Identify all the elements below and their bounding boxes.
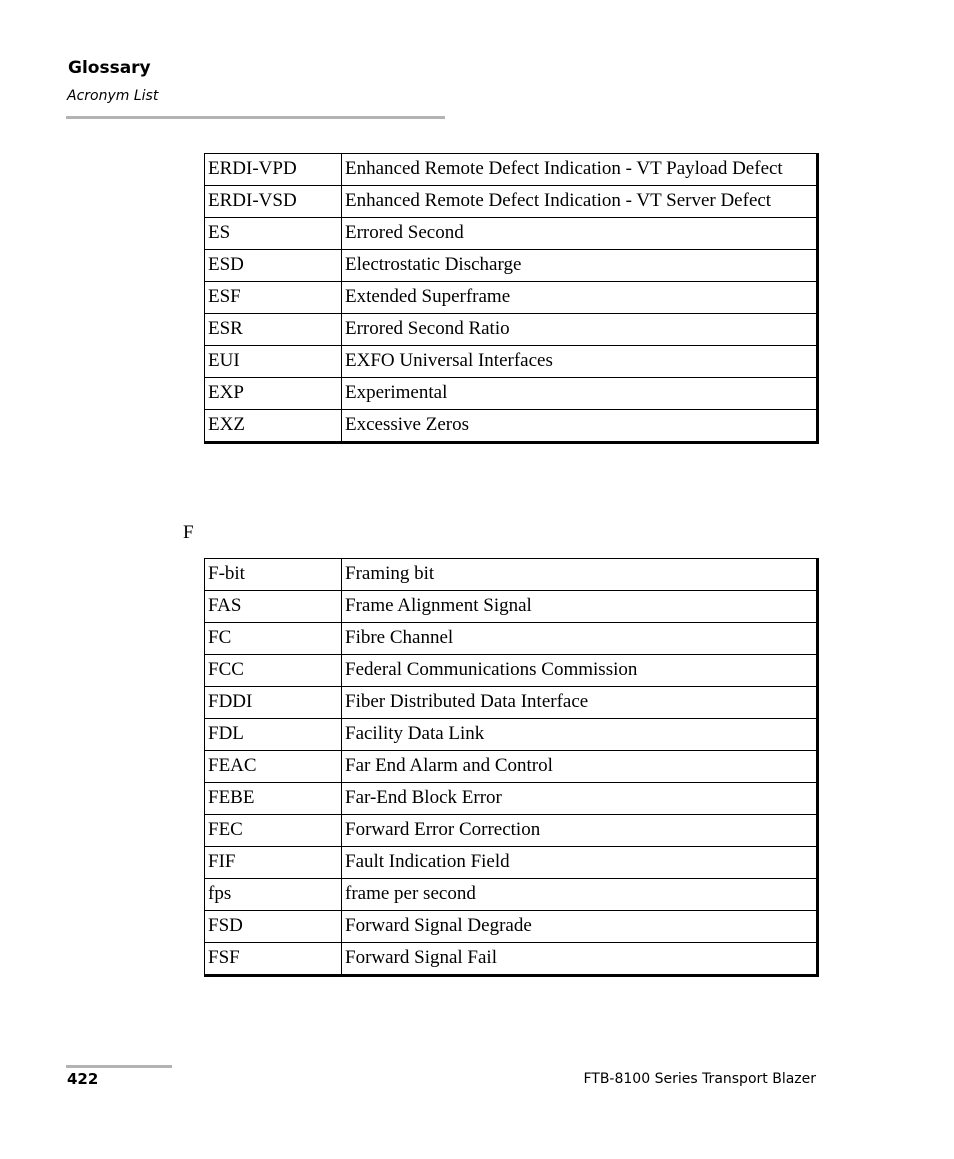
- table-row: [205, 154, 818, 186]
- acronym-cell: FSD: [205, 911, 342, 943]
- table-row: [205, 687, 818, 719]
- table-row: [205, 559, 818, 591]
- section-letter: F: [183, 522, 194, 543]
- table-row: [205, 282, 818, 314]
- acronym-cell: FEAC: [205, 751, 342, 783]
- definition-cell: Extended Superframe: [342, 282, 818, 314]
- definition-cell: Electrostatic Discharge: [342, 250, 818, 282]
- acronym-cell: FEC: [205, 815, 342, 847]
- acronym-cell: FDDI: [205, 687, 342, 719]
- table-row: [205, 911, 818, 943]
- table-row: [205, 186, 818, 218]
- definition-cell: Errored Second Ratio: [342, 314, 818, 346]
- table-row: [205, 591, 818, 623]
- table-row: [205, 847, 818, 879]
- acronym-cell: fps: [205, 879, 342, 911]
- definition-cell: Enhanced Remote Defect Indication - VT Payload Defect: [342, 154, 818, 186]
- document-title: FTB-8100 Series Transport Blazer: [583, 1071, 816, 1087]
- acronym-cell: ESD: [205, 250, 342, 282]
- definition-cell: Framing bit: [342, 559, 818, 591]
- acronym-table-f: [204, 558, 819, 977]
- table-row: [205, 751, 818, 783]
- definition-cell: Fibre Channel: [342, 623, 818, 655]
- definition-cell: Forward Signal Degrade: [342, 911, 818, 943]
- footer-divider: [66, 1065, 172, 1068]
- table-row: [205, 378, 818, 410]
- acronym-cell: FAS: [205, 591, 342, 623]
- acronym-cell: ESR: [205, 314, 342, 346]
- acronym-cell: ERDI-VSD: [205, 186, 342, 218]
- table-row: [205, 314, 818, 346]
- definition-cell: Far-End Block Error: [342, 783, 818, 815]
- definition-cell: Far End Alarm and Control: [342, 751, 818, 783]
- acronym-cell: FEBE: [205, 783, 342, 815]
- acronym-cell: ERDI-VPD: [205, 154, 342, 186]
- definition-cell: Enhanced Remote Defect Indication - VT Server Defect: [342, 186, 818, 218]
- table-row: [205, 346, 818, 378]
- table-row: [205, 250, 818, 282]
- page-number: 422: [67, 1070, 99, 1088]
- definition-cell: Errored Second: [342, 218, 818, 250]
- table-row: [205, 623, 818, 655]
- acronym-cell: EUI: [205, 346, 342, 378]
- definition-cell: Forward Error Correction: [342, 815, 818, 847]
- definition-cell: Fiber Distributed Data Interface: [342, 687, 818, 719]
- table-row: [205, 943, 818, 976]
- acronym-cell: F-bit: [205, 559, 342, 591]
- acronym-cell: FDL: [205, 719, 342, 751]
- acronym-cell: FSF: [205, 943, 342, 976]
- table-row: [205, 218, 818, 250]
- definition-cell: Federal Communications Commission: [342, 655, 818, 687]
- acronym-cell: FIF: [205, 847, 342, 879]
- definition-cell: Facility Data Link: [342, 719, 818, 751]
- acronym-cell: FCC: [205, 655, 342, 687]
- header-divider: [66, 116, 445, 119]
- table-row: [205, 783, 818, 815]
- page-header-subtitle: Acronym List: [67, 88, 159, 104]
- table-row: [205, 719, 818, 751]
- definition-cell: Frame Alignment Signal: [342, 591, 818, 623]
- definition-cell: Experimental: [342, 378, 818, 410]
- definition-cell: frame per second: [342, 879, 818, 911]
- acronym-cell: FC: [205, 623, 342, 655]
- acronym-cell: EXZ: [205, 410, 342, 443]
- table-row: [205, 655, 818, 687]
- table-row: [205, 815, 818, 847]
- acronym-cell: EXP: [205, 378, 342, 410]
- table-row: [205, 879, 818, 911]
- acronym-table-e: [204, 153, 819, 444]
- definition-cell: Forward Signal Fail: [342, 943, 818, 976]
- page-header-title: Glossary: [68, 58, 151, 78]
- definition-cell: Excessive Zeros: [342, 410, 818, 443]
- definition-cell: EXFO Universal Interfaces: [342, 346, 818, 378]
- acronym-cell: ES: [205, 218, 342, 250]
- definition-cell: Fault Indication Field: [342, 847, 818, 879]
- table-row: [205, 410, 818, 443]
- acronym-cell: ESF: [205, 282, 342, 314]
